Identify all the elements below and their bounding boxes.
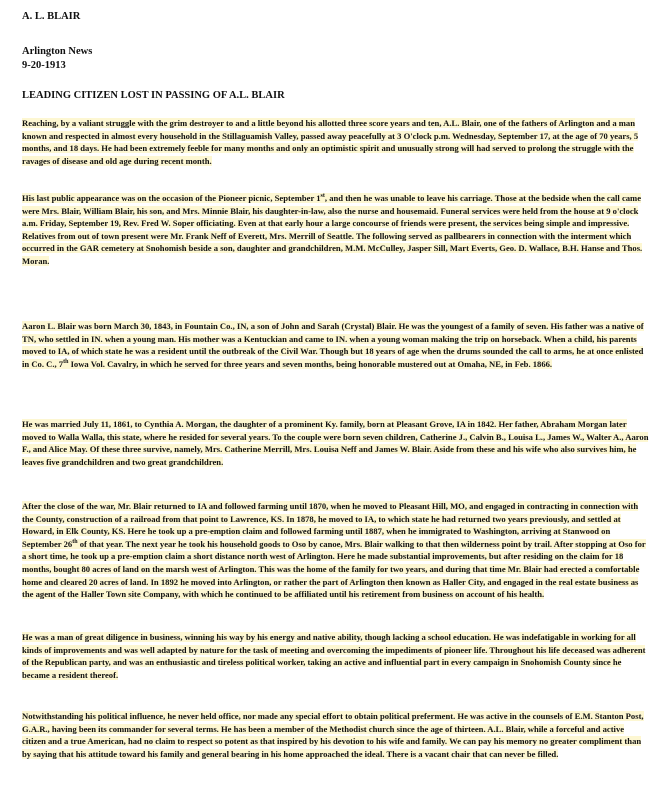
- paragraph-5-text-a: After the close of the war, Mr. Blair returned to IA and followed farming until 1870, when he moved to Pleasant Hill, MO, and engaged in contracting in connection with the County, construction of a railroad from that point to Lawrence, KS. In 1878, he moved to IA, to which state he had returned two years previously, and settled at Howard, in Elk County, KS. Here he took up a pre-emption claim and followed farming until 1887, when he immigrated to Washington, arriving at Stanwood on September 26: [22, 501, 639, 549]
- paragraph-5-superscript: th: [72, 538, 78, 545]
- header-source: Arlington News: [22, 46, 93, 57]
- headline: LEADING CITIZEN LOST IN PASSING OF A.L. BLAIR: [22, 90, 285, 101]
- paragraph-2: [22, 192, 650, 268]
- paragraph-5: [22, 500, 650, 601]
- paragraph-6-text: He was a man of great diligence in business, winning his way by his energy and native ability, though lacking a school education. He was indefatigable in working for all kinds of improvements and was well adapted by nature for the task of meeting and overcoming the impediments of pioneer life. Throughout his life deceased was adherent of the Republican party, and was an enthusiastic and tireless political worker, taking an active and influential part in every campaign in Snohomish County since he became a resident thereof.: [22, 632, 646, 680]
- paragraph-1: [22, 117, 650, 167]
- paragraph-5-text-b: of that year. The next year he took his household goods to Oso by canoe, Mrs. Blair walking to that then wilderness point by trail. After stopping at Oso for a short time, he took up a pre-emption claim a short distance north west of Arlington. Here he made substantial improvements, but after residing on the claim for 18 months, bought 80 acres of land on the marsh west of Arlington. This was the home of the family for two years, and during that time Mr. Blair had erected a comfortable home and cleared 20 acres of land. In 1892 he moved into Arlington, or rather the part of Arlington then known as Haller City, and engaged in the real estate business as the agent of the Haller Town site Company, with which he continued to be affiliated until his retirement from business on account of his health.: [22, 538, 646, 600]
- paragraph-2-superscript: st: [320, 193, 325, 200]
- paragraph-3-text-b: Iowa Vol. Cavalry, in which he served for three years and seven months, being honorable mustered out at Omaha, NE, in Feb. 1866.: [68, 358, 553, 369]
- paragraph-7: [22, 710, 650, 760]
- header-date: 9-20-1913: [22, 60, 66, 71]
- paragraph-4: [22, 418, 650, 468]
- paragraph-1-text: Reaching, by a valiant struggle with the grim destroyer to and a little beyond his allotted three score years and ten, A.L. Blair, one of the fathers of Arlington and a man known and respected in almost every household in the Stillaguamish Valley, passed away peacefully at 3 O'clock p.m. Wednesday, September 17, at the age of 70 years, 5 months, and 18 days. He had been extremely feeble for many months and only an optimistic spirit and unusually strong will had served to prolong the struggle with the ravages of disease and old age during recent month.: [22, 118, 639, 166]
- paragraph-4-text: He was married July 11, 1861, to Cynthia A. Morgan, the daughter of a prominent Ky. family, born at Pleasant Grove, IA in 1842. Her father, Abraham Morgan later moved to Walla Walla, this state, where he resided for several years. To the couple were born seven children, Catherine J., Calvin B., Louisa L., James W., Walter A., Aaron F., and Alice May. Of these three survive, namely, Mrs. Catherine Merrill, Mrs. Louisa Neff and James W. Blair. Aside from these and his wife who also survives him, he leaves five grandchildren and two great grandchildren.: [22, 419, 649, 467]
- paragraph-3-text-a: Aaron L. Blair was born March 30, 1843, in Fountain Co., IN, a son of John and Sarah (Crystal) Blair. He was the youngest of a family of seven. His father was a native of TN, who settled in IN. when a young man. His mother was a Kentuckian and came to IN. when a young woman making the trip on horseback. When a child, his parents moved to IA, of which state he was a resident until the outbreak of the Civil War. Though but 18 years of age when the drums sounded the call to arms, he at once enlisted in Co. C., 7: [22, 321, 644, 369]
- paragraph-7-text: Notwithstanding his political influence, he never held office, nor made any special effort to obtain political preferment. He was active in the counsels of E.M. Stanton Post, G.A.R., having been its commander for several terms. He has been a member of the Methodist church since the age of thirteen. A.L. Blair, while a forceful and active citizen and a true American, had no claim to respect so potent as that inspired by his devotion to his wife and family. We can pay his memory no greater compliment than by saying that his attitude toward his family and general bearing in his home approached the ideal. There is a vacant chair that can never be filled.: [22, 711, 644, 759]
- paragraph-6: [22, 631, 650, 681]
- paragraph-2-text-b: , and then he was unable to leave his carriage. Those at the bedside when the call came were Mrs. Blair, William Blair, his son, and Mrs. Minnie Blair, his daughter-in-law, also the nurse and housemaid. Funeral services were held from the house at 9 o'clock a.m. Friday, September 19, Rev. Fred W. Soper officiating. Even at that early hour a large concourse of friends were present, the services being simple and impressive. Relatives from out of town present were Mr. Frank Neff of Everett, Mrs. Merrill of Seattle. The following served as pallbearers in connection with the interment which occurred in the GAR cemetery at Snohomish beside a son, daughter and grandchildren, M.M. McCulley, Jasper Sill, Mart Everts, Geo. D. Wallace, B.H. Hanse and Thos. Moran.: [22, 193, 643, 266]
- paragraph-3-superscript: th: [63, 358, 69, 365]
- paragraph-2-text-a: His last public appearance was on the occasion of the Pioneer picnic, September 1: [22, 193, 321, 203]
- paragraph-3: [22, 320, 650, 370]
- header-name: A. L. BLAIR: [22, 11, 81, 22]
